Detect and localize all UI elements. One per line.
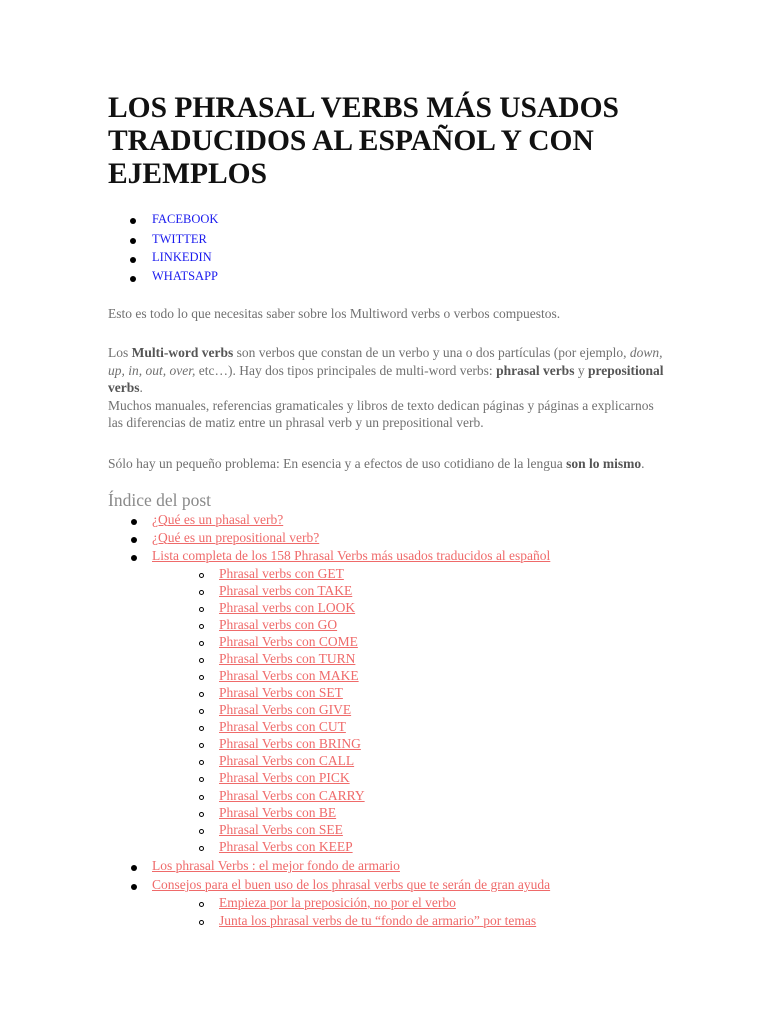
circle-bullet-icon	[199, 795, 204, 800]
circle-bullet-icon	[199, 829, 204, 834]
intro-paragraph: Esto es todo lo que necesitas saber sobre los Multiword verbs o verbos compuestos.	[108, 306, 561, 321]
toc-sublink[interactable]: Phrasal Verbs con CARRY	[219, 788, 365, 803]
share-whatsapp-link[interactable]: WHATSAPP	[152, 269, 218, 283]
circle-bullet-icon	[199, 573, 204, 578]
toc-link[interactable]: Lista completa de los 158 Phrasal Verbs más usados traducidos al español	[152, 548, 551, 563]
circle-bullet-icon	[199, 777, 204, 782]
bullet-icon	[130, 276, 136, 282]
share-linkedin-link[interactable]: LINKEDIN	[152, 250, 212, 264]
toc-sublink[interactable]: Phrasal Verbs con GIVE	[219, 702, 352, 717]
circle-bullet-icon	[199, 641, 204, 646]
toc-sublink[interactable]: Phrasal Verbs con SET	[219, 685, 343, 700]
toc-sublink[interactable]: Phrasal Verbs con CALL	[219, 753, 355, 768]
toc-sublink[interactable]: Junta los phrasal verbs de tu “fondo de armario” por temas	[219, 913, 537, 928]
circle-bullet-icon	[199, 846, 204, 851]
circle-bullet-icon	[199, 709, 204, 714]
share-twitter-link[interactable]: TWITTER	[152, 232, 207, 246]
toc-sublink[interactable]: Phrasal Verbs con BE	[219, 805, 337, 820]
toc-link[interactable]: Los phrasal Verbs : el mejor fondo de armario	[152, 858, 400, 873]
toc-sublink[interactable]: Phrasal Verbs con SEE	[219, 822, 343, 837]
toc-link[interactable]: ¿Qué es un phasal verb?	[152, 512, 284, 527]
circle-bullet-icon	[199, 607, 204, 612]
toc-sublink[interactable]: Phrasal verbs con LOOK	[219, 600, 356, 615]
circle-bullet-icon	[199, 920, 204, 925]
circle-bullet-icon	[199, 590, 204, 595]
bullet-icon	[131, 537, 137, 543]
toc-sublink[interactable]: Phrasal verbs con GO	[219, 617, 338, 632]
toc-sublink[interactable]: Phrasal Verbs con COME	[219, 634, 358, 649]
toc-sublink[interactable]: Phrasal Verbs con MAKE	[219, 668, 359, 683]
circle-bullet-icon	[199, 902, 204, 907]
bullet-icon	[131, 519, 137, 525]
circle-bullet-icon	[199, 812, 204, 817]
toc-sublink[interactable]: Empieza por la preposición, no por el verbo	[219, 895, 456, 910]
circle-bullet-icon	[199, 658, 204, 663]
toc-sublink[interactable]: Phrasal Verbs con PICK	[219, 770, 350, 785]
circle-bullet-icon	[199, 624, 204, 629]
toc-sublink[interactable]: Phrasal verbs con TAKE	[219, 583, 353, 598]
toc-link[interactable]: Consejos para el buen uso de los phrasal verbs que te serán de gran ayuda	[152, 877, 551, 892]
bullet-icon	[130, 238, 136, 244]
index-heading: Índice del post	[108, 490, 212, 510]
circle-bullet-icon	[199, 692, 204, 697]
circle-bullet-icon	[199, 743, 204, 748]
bullet-icon	[130, 257, 136, 263]
circle-bullet-icon	[199, 760, 204, 765]
multiword-paragraph: Los Multi-word verbs son verbos que constan de un verbo y una o dos partículas (por ejemplo, down, up, in, out, over, etc…). Hay dos tipos principales de multi-word verbs: phrasal verbs y prepositional verbs. Muchos manuales, referencias gramaticales y libros de texto dedican páginas y páginas a explicarnos las diferencias de matiz entre un phrasal verb y un prepositional verb.	[108, 345, 664, 430]
toc-link[interactable]: ¿Qué es un prepositional verb?	[152, 530, 320, 545]
bullet-icon	[130, 218, 136, 224]
toc-sublink[interactable]: Phrasal verbs con GET	[219, 566, 344, 581]
toc-sublink[interactable]: Phrasal Verbs con BRING	[219, 736, 361, 751]
toc-sublink[interactable]: Phrasal Verbs con CUT	[219, 719, 346, 734]
bullet-icon	[131, 884, 137, 890]
bullet-icon	[131, 555, 137, 561]
toc-sublink[interactable]: Phrasal Verbs con KEEP	[219, 839, 353, 854]
page-title: LOS PHRASAL VERBS MÁS USADOS TRADUCIDOS AL ESPAÑOL Y CON EJEMPLOS	[108, 92, 619, 190]
problem-paragraph: Sólo hay un pequeño problema: En esencia y a efectos de uso cotidiano de la lengua son lo mismo.	[108, 456, 645, 471]
circle-bullet-icon	[199, 726, 204, 731]
toc-sublink[interactable]: Phrasal Verbs con TURN	[219, 651, 356, 666]
share-facebook-link[interactable]: FACEBOOK	[152, 212, 219, 226]
bullet-icon	[131, 865, 137, 871]
circle-bullet-icon	[199, 675, 204, 680]
